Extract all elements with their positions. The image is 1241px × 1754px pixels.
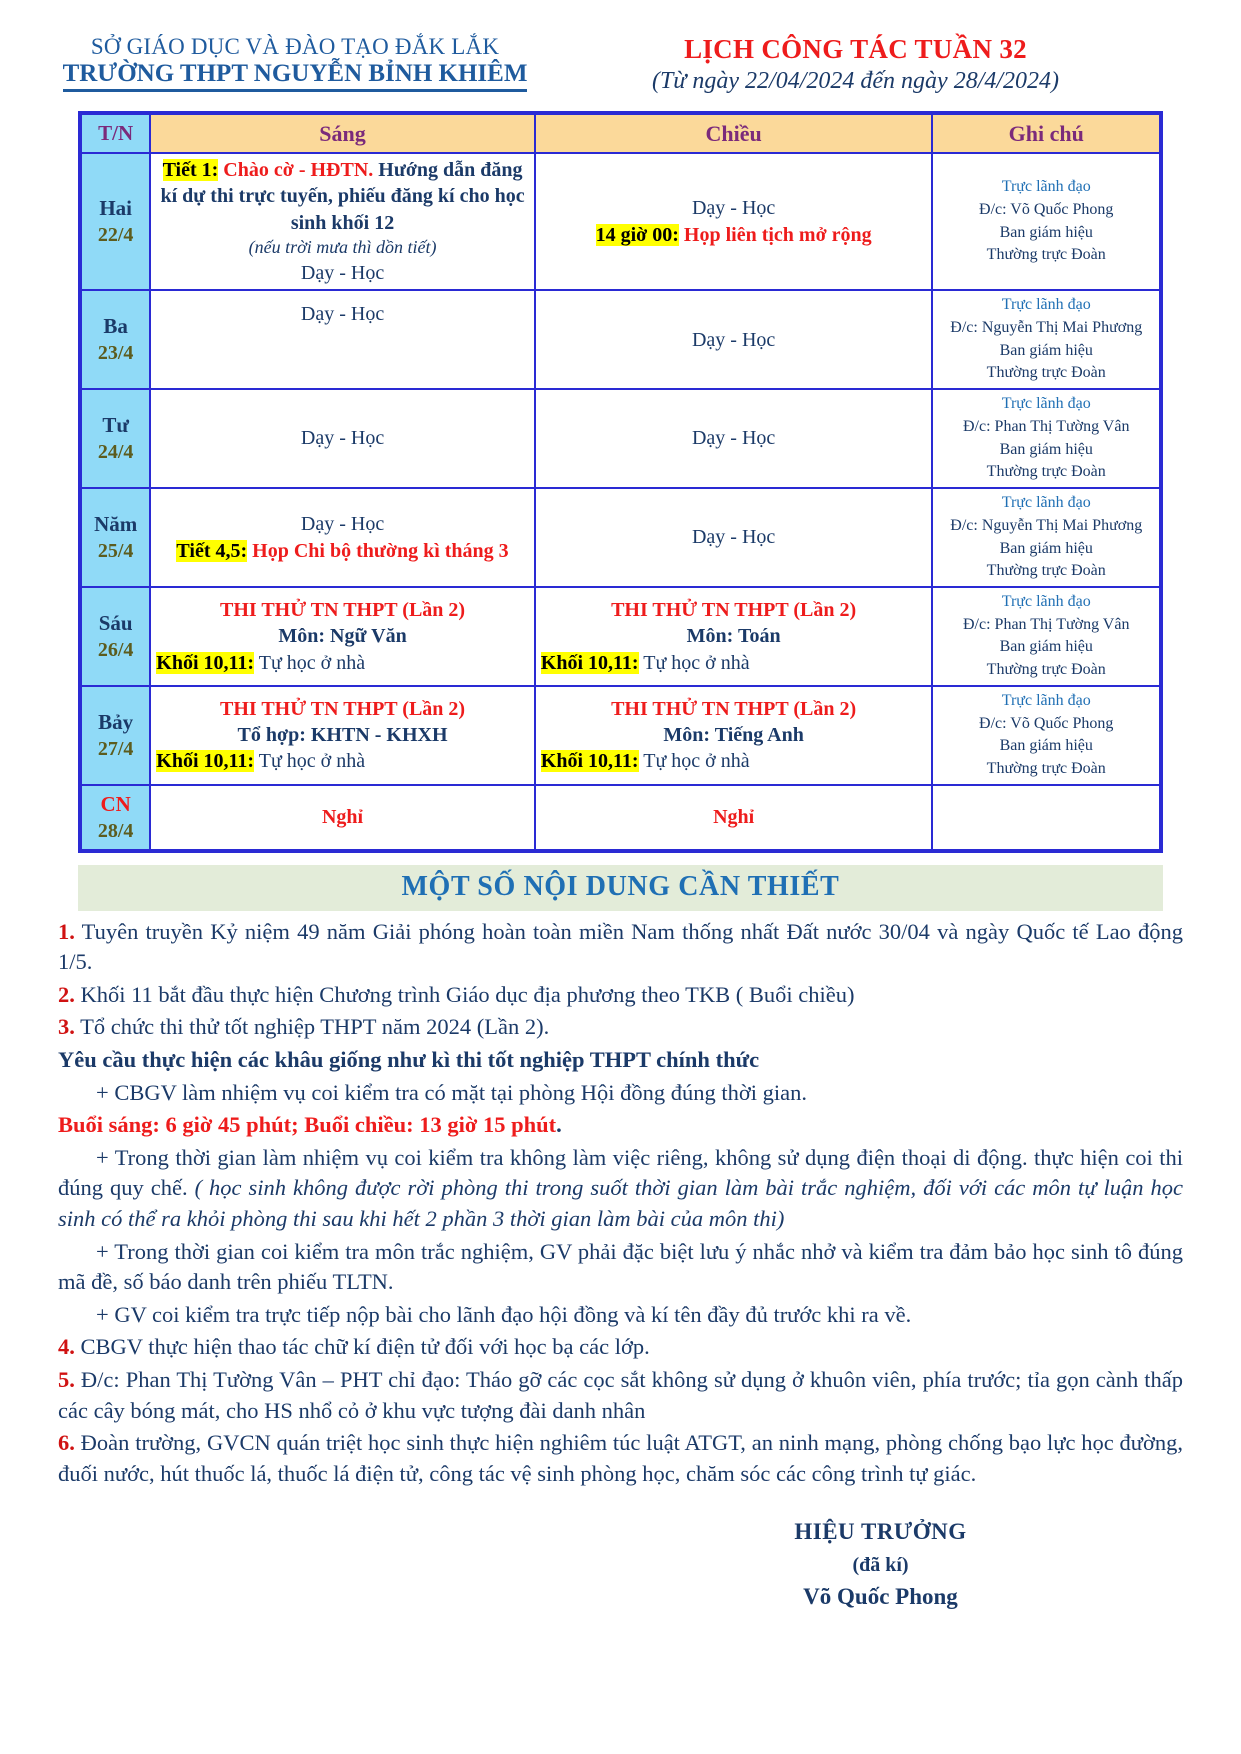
day-cell (80, 153, 150, 290)
note-bullet-italic: ( học sinh không được rời phòng thi trong suốt thời gian làm bài trắc nghiệm, đối với các môn tự luận học sinh có thể ra khỏi phòng thi sau khi hết 2 phần 3 thời gian làm bài của môn thi) (58, 1175, 1183, 1232)
note-line: Thường trực Đoàn (986, 759, 1106, 777)
note-line: Trực lãnh đạo (1001, 494, 1091, 512)
rest-label: Nghỉ (321, 805, 364, 828)
note-item (58, 1365, 1183, 1426)
note-text: CBGV thực hiện thao tác chữ kí điện tử đối với học bạ các lớp. (80, 1334, 650, 1360)
note-line: Ban giám hiệu (999, 737, 1093, 755)
day-name: Ba (103, 314, 128, 339)
day-name: Hai (99, 195, 132, 220)
day-name: Bảy (98, 709, 134, 734)
note-bullet: + GV coi kiểm tra trực tiếp nộp bài cho lãnh đạo hội đồng và kí tên đầy đủ trước khi ra về. (96, 1301, 912, 1327)
table-row (80, 290, 1161, 389)
morning-cell (150, 785, 535, 851)
exam-subject: Môn: Ngữ Văn (278, 625, 407, 648)
morning-cell (150, 153, 535, 290)
note-number: 5. (58, 1367, 75, 1392)
day-name: Tư (102, 412, 129, 437)
exam-time-period: . (556, 1112, 562, 1138)
weekly-schedule-table (78, 111, 1163, 853)
grade-badge: Khối 10,11: (540, 651, 639, 674)
afternoon-cell (535, 587, 933, 686)
note-line: Đ/c: Nguyễn Thị Mai Phương (950, 516, 1143, 534)
morning-cell (150, 686, 535, 785)
day-date: 26/4 (97, 639, 134, 662)
note-bullet (58, 1143, 1183, 1235)
signature-role: HIỆU TRƯỞNG (794, 1519, 967, 1545)
exam-title: THI THỬ TN THPT (Lần 2) (611, 697, 857, 720)
afternoon-cell (535, 153, 933, 290)
note-text: Đoàn trường, GVCN quán triệt học sinh thực hiện nghiêm túc luật ATGT, an ninh mạng, phòng chống bạo lực học đường, đuối nước, hút thuốc lá, thuốc lá điện tử, công tác vệ sinh phòng học, chăm sóc các công trình tự giác. (58, 1430, 1184, 1486)
table-row (80, 153, 1161, 290)
exam-time-text: Buổi sáng: 6 giờ 45 phút; Buổi chiều: 13 giờ 15 phút (58, 1112, 557, 1138)
afternoon-cell (535, 290, 933, 389)
day-date: 23/4 (97, 342, 134, 365)
afternoon-cell (535, 488, 933, 587)
morning-red-text: Chào cờ - HĐTN. (223, 159, 374, 181)
note-cell (932, 488, 1161, 587)
note-line: Ban giám hiệu (999, 223, 1093, 241)
note-item (58, 1428, 1183, 1489)
afternoon-red-text: Họp liên tịch mở rộng (683, 223, 872, 246)
day-cell (80, 488, 150, 587)
morning-line: Dạy - Học (300, 427, 385, 450)
day-date: 24/4 (97, 441, 134, 464)
morning-line: Dạy - Học (300, 303, 385, 326)
morning-cell (150, 488, 535, 587)
afternoon-cell (535, 389, 933, 488)
note-subheading: Yêu cầu thực hiện các khâu giống như kì thi tốt nghiệp THPT chính thức (58, 1047, 760, 1073)
note-line: Thường trực Đoàn (986, 562, 1106, 580)
note-cell (932, 587, 1161, 686)
afternoon-line: Dạy - Học (691, 328, 776, 351)
day-cell (80, 389, 150, 488)
note-text: Tổ chức thi thử tốt nghiệp THPT năm 2024 (Lần 2). (80, 1014, 550, 1040)
table-row (80, 587, 1161, 686)
note-number: 3. (58, 1014, 75, 1040)
table-row (80, 389, 1161, 488)
day-name: CN (100, 791, 131, 816)
note-text: Tuyên truyền Kỷ niệm 49 năm Giải phóng hoàn toàn miền Nam thống nhất Đất nước 30/04 và ngày Quốc tế Lao động 1/5. (58, 918, 1183, 975)
column-header-afternoon: Chiều (535, 113, 933, 153)
section-banner: MỘT SỐ NỘI DUNG CẦN THIẾT (78, 865, 1163, 911)
signature-block (58, 1515, 1183, 1614)
exam-subject: Tổ hợp: KHTN - KHXH (237, 724, 448, 747)
note-number: 6. (58, 1430, 75, 1456)
rest-label: Nghỉ (713, 805, 755, 828)
day-date: 28/4 (97, 819, 134, 842)
note-line: Thường trực Đoàn (986, 364, 1106, 382)
afternoon-line: Dạy - Học (691, 526, 776, 549)
table-row (80, 686, 1161, 785)
note-text: Đ/c: Phan Thị Tường Vân – PHT chỉ đạo: Tháo gỡ các cọc sắt không sử dụng ở khuôn viên, phía trước; tỉa gọn cành thấp các cây bóng mát, cho HS nhổ cỏ ở khu vực tượng đài danh nhân (58, 1367, 1184, 1423)
day-cell (80, 587, 150, 686)
morning-line: Dạy - Học (300, 513, 385, 536)
morning-red-text: Họp Chi bộ thường kì tháng 3 (252, 539, 509, 562)
note-cell (932, 290, 1161, 389)
date-range: (Từ ngày 22/04/2024 đến ngày 28/4/2024) (651, 68, 1060, 94)
morning-cell (150, 389, 535, 488)
note-line: Trực lãnh đạo (1001, 178, 1091, 196)
note-line: Ban giám hiệu (999, 440, 1093, 458)
afternoon-line: Dạy - Học (691, 427, 776, 450)
grade-badge: Khối 10,11: (156, 651, 255, 674)
note-line: Đ/c: Nguyễn Thị Mai Phương (950, 319, 1143, 337)
day-name: Sáu (98, 610, 133, 635)
note-number: 1. (58, 918, 75, 944)
department-name: SỞ GIÁO DỤC VÀ ĐÀO TẠO ĐẮK LẮK (90, 34, 500, 59)
note-line: Trực lãnh đạo (1001, 691, 1091, 709)
exam-title: THI THỬ TN THPT (Lần 2) (220, 697, 466, 720)
signature-inner (681, 1515, 1081, 1614)
morning-italic-note: (nếu trời mưa thì dồn tiết) (248, 237, 437, 258)
note-line: Trực lãnh đạo (1001, 592, 1091, 610)
note-line: Thường trực Đoàn (986, 463, 1106, 481)
grade-badge: Khối 10,11: (540, 750, 639, 773)
afternoon-cell (535, 785, 933, 851)
table-row (80, 488, 1161, 587)
column-header-day: T/N (80, 113, 150, 153)
notes-section (0, 911, 1241, 1615)
note-cell (932, 686, 1161, 785)
document-header (0, 0, 1241, 95)
column-header-note: Ghi chú (932, 113, 1161, 153)
day-name: Năm (94, 511, 138, 536)
grade-badge-tail: Tự học ở nhà (258, 750, 366, 773)
note-cell (932, 153, 1161, 290)
day-cell (80, 785, 150, 851)
note-line: Đ/c: Võ Quốc Phong (979, 714, 1114, 732)
exam-subject: Môn: Toán (686, 625, 781, 648)
period-badge: Tiết 4,5: (176, 539, 248, 562)
day-cell (80, 290, 150, 389)
note-item (58, 917, 1183, 978)
afternoon-cell (535, 686, 933, 785)
note-item (58, 980, 1183, 1011)
note-number: 4. (58, 1334, 75, 1360)
school-name: TRƯỜNG THPT NGUYỄN BỈNH KHIÊM (63, 60, 528, 92)
note-number: 2. (58, 981, 75, 1007)
note-bullet-plain: + Trong thời gian làm nhiệm vụ coi kiểm tra không làm việc riêng, không sử dụng điện thoại di động. thực hiện coi thi đúng quy chế. (58, 1144, 1183, 1201)
grade-badge-tail: Tự học ở nhà (643, 651, 750, 674)
note-bullet: + CBGV làm nhiệm vụ coi kiểm tra có mặt tại phòng Hội đồng đúng thời gian. (96, 1079, 807, 1105)
day-date: 25/4 (97, 540, 134, 563)
morning-cell (150, 290, 535, 389)
morning-extra: Dạy - Học (300, 261, 385, 284)
signature-signed-note: (đã kí) (852, 1553, 909, 1576)
note-line: Thường trực Đoàn (986, 661, 1106, 679)
note-text: Khối 11 bắt đầu thực hiện Chương trình Giáo dục địa phương theo TKB ( Buổi chiều) (80, 981, 855, 1007)
day-cell (80, 686, 150, 785)
column-header-morning: Sáng (150, 113, 535, 153)
note-item (58, 1332, 1183, 1363)
exam-subject: Môn: Tiếng Anh (663, 724, 804, 747)
period-badge: Tiết 1: (162, 159, 219, 181)
header-right-block (530, 28, 1181, 95)
header-left-block (60, 28, 530, 92)
note-line: Đ/c: Võ Quốc Phong (979, 200, 1114, 218)
morning-cell (150, 587, 535, 686)
note-cell (932, 785, 1161, 851)
morning-main-text: Hướng dẫn đăng kí dự thi trực tuyến, phiếu đăng kí cho học sinh khối 12 (160, 159, 525, 234)
page-title: LỊCH CÔNG TÁC TUẦN 32 (684, 34, 1027, 64)
day-date: 22/4 (97, 224, 134, 247)
note-line: Ban giám hiệu (999, 341, 1093, 359)
grade-badge-tail: Tự học ở nhà (643, 750, 750, 773)
note-line: Đ/c: Phan Thị Tường Vân (963, 615, 1130, 633)
table-header-row (80, 113, 1161, 153)
day-date: 27/4 (97, 737, 134, 760)
exam-title: THI THỬ TN THPT (Lần 2) (611, 598, 857, 621)
note-line: Thường trực Đoàn (986, 246, 1106, 264)
signature-name: Võ Quốc Phong (803, 1583, 958, 1609)
note-item (58, 1012, 1183, 1043)
note-line: Đ/c: Phan Thị Tường Vân (963, 417, 1130, 435)
note-bullet: + Trong thời gian coi kiểm tra môn trắc nghiệm, GV phải đặc biệt lưu ý nhắc nhở và kiểm tra đảm bảo học sinh tô đúng mã đề, số báo danh trên phiếu TLTN. (58, 1238, 1183, 1295)
note-line: Ban giám hiệu (999, 539, 1093, 557)
note-line: Ban giám hiệu (999, 638, 1093, 656)
afternoon-time-badge: 14 giờ 00: (595, 223, 679, 246)
note-line: Trực lãnh đạo (1001, 395, 1091, 413)
grade-badge-tail: Tự học ở nhà (258, 651, 366, 674)
table-row (80, 785, 1161, 851)
note-line: Trực lãnh đạo (1001, 296, 1091, 314)
note-cell (932, 389, 1161, 488)
afternoon-line: Dạy - Học (691, 197, 776, 220)
exam-time-line (58, 1110, 1183, 1141)
schedule-table-wrapper (0, 95, 1241, 853)
grade-badge: Khối 10,11: (156, 750, 255, 773)
exam-title: THI THỬ TN THPT (Lần 2) (220, 598, 466, 621)
